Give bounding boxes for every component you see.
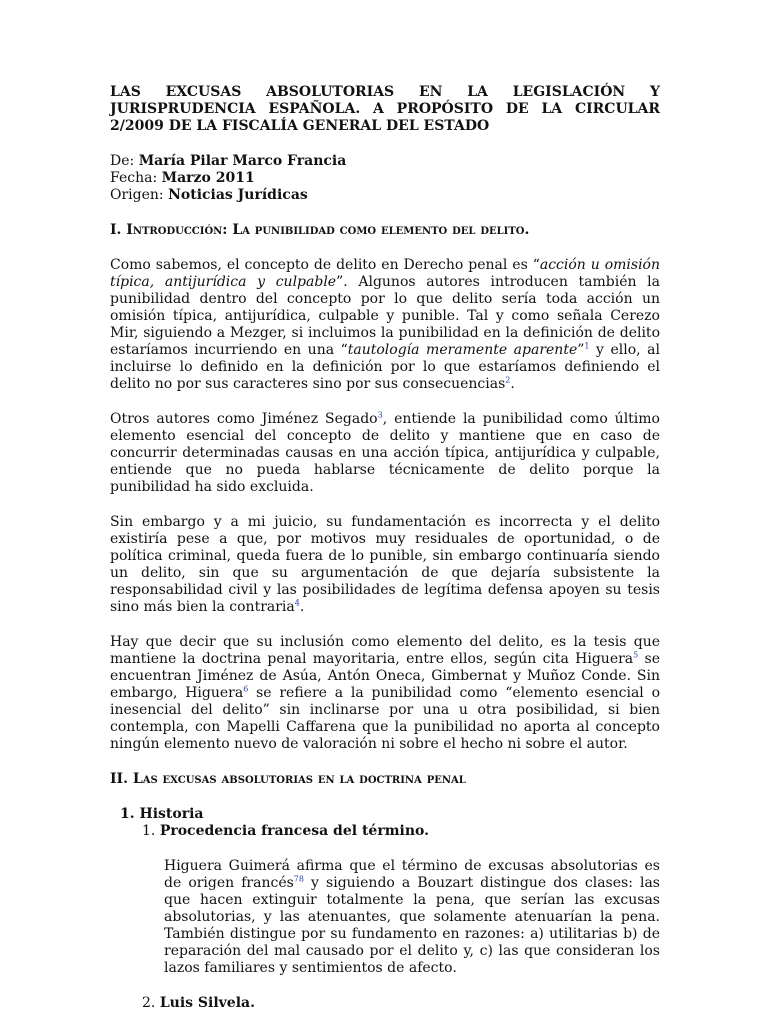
origin-label: Origen:: [110, 187, 164, 203]
date-label: Fecha:: [110, 170, 158, 186]
subitem-1-number: 1.: [142, 823, 156, 839]
p1-text-d: y ello, al incluirse lo definido en la definición por lo que estaríamos definiendo el delito no por sus caracteres sino por sus consecuencias: [110, 342, 660, 392]
p1-text-c: ”: [577, 342, 585, 358]
p3-text-a: Sin embargo y a mi juicio, su fundamentación es incorrecta y el delito existiría pese a que, por motivos muy residuales de oportunidad, o de política criminal, queda fuera de lo punible, sin embargo continuaría siendo un delito, sin que su argumentación de que dejaría subsistente la responsabilidad civil y las posibilidades de legítima defensa apoyen su tesis sino más bien la contraria: [110, 514, 660, 615]
p1-emphasis-1: acción u omisión típica, antijurídica y culpable: [110, 257, 660, 290]
section-heading-introduccion: I. Introducción: La punibilidad como elemento del delito.: [110, 222, 530, 238]
p1-text-a: Como sabemos, el concepto de delito en Derecho penal es “: [110, 257, 540, 273]
p4-text-a: Hay que decir que su inclusión como elemento del delito, es la tesis que mantiene la doctrina penal mayoritaria, entre ellos, según cita Higuera: [110, 634, 660, 667]
footnote-ref-78[interactable]: 78: [293, 874, 304, 884]
list-subitem-1: [142, 823, 660, 840]
p1-emphasis-2: tautología meramente aparente: [347, 342, 578, 358]
list-item-historia: 1. Historia: [120, 806, 204, 822]
date-value: Marzo 2011: [161, 170, 255, 186]
author-line: [110, 153, 660, 170]
origin-value: Noticias Jurídicas: [168, 187, 308, 203]
subitem-1-title: Procedencia francesa del término.: [159, 823, 429, 839]
subitem-2-title: Luis Silvela.: [159, 995, 255, 1011]
footnote-ref-6[interactable]: 6: [243, 684, 249, 694]
p4-text-c: se refiere a la punibilidad como “elemento esencial o inesencial del delito” sin inclinarse por una u otra posibilidad, si bien contempla, con Mapelli Caffarena que la punibilidad no aporta al concepto ningún elemento nuevo de valoración ni sobre el hecho ni sobre el autor.: [110, 685, 661, 752]
footnote-ref-3[interactable]: 3: [377, 410, 383, 420]
p4-text-b: se encuentran Jiménez de Asúa, Antón Oneca, Gimbernat y Muñoz Conde. Sin embargo, Higuera: [110, 651, 660, 701]
paragraph-higuera: [164, 858, 660, 977]
document-title: LAS EXCUSAS ABSOLUTORIAS EN LA LEGISLACIÓN Y JURISPRUDENCIA ESPAÑOLA. A PROPÓSITO DE LA CIRCULAR 2/2009 DE LA FISCALÍA GENERAL DEL ESTADO: [110, 84, 660, 134]
paragraph-4: [110, 634, 660, 753]
footnote-ref-1[interactable]: 1: [584, 341, 590, 351]
footnote-ref-2[interactable]: 2: [505, 375, 511, 385]
paragraph-1: [110, 257, 660, 393]
footnote-ref-5[interactable]: 5: [633, 650, 639, 660]
footnote-ref-4[interactable]: 4: [294, 598, 300, 608]
p3-text-b: .: [299, 599, 305, 615]
paragraph-3: [110, 514, 660, 616]
list-subitem-2: [142, 995, 660, 1012]
p1-text-e: .: [510, 376, 515, 392]
document-meta: [110, 153, 660, 204]
higuera-text-a: Higuera Guimerá afirma que el término de excusas absolutorias es de origen francés: [164, 858, 660, 891]
p2-text-a: Otros autores como Jiménez Segado: [110, 411, 378, 427]
subitem-2-number: 2.: [142, 995, 156, 1011]
p1-text-b: ”. Algunos autores introducen también la punibilidad dentro del concepto por lo que delito sería toda acción un omisión típica, antijurídica, culpable y punible. Tal y como señala Cerezo Mir, siguiendo a Mezger, si incluimos la punibilidad en la definición de delito estaríamos incurriendo en una “: [110, 274, 660, 358]
higuera-text-b: y siguiendo a Bouzart distingue dos clases: las que hacen extinguir totalmente la pena, que serían las excusas absolutorias, y las atenuantes, que solamente atenuarían la pena. También distingue por su fundamento en razones: a) utilitarias b) de reparación del mal causado por el delito y, c) las que consideran los lazos familiares y sentimientos de afecto.: [164, 875, 660, 976]
author-label: De:: [110, 153, 135, 169]
date-line: [110, 170, 660, 187]
origin-line: [110, 187, 660, 204]
paragraph-2: [110, 411, 660, 496]
p2-text-b: , entiende la punibilidad como último elemento esencial del concepto de delito y mantiene que en caso de concurrir determinadas causas en una acción típica, antijurídica y culpable, entiende que no pueda hablarse técnicamente de delito porque la punibilidad ha sido excluida.: [110, 411, 660, 495]
section-heading-excusas: II. Las excusas absolutorias en la doctrina penal: [110, 771, 466, 787]
author-name: María Pilar Marco Francia: [138, 153, 347, 169]
